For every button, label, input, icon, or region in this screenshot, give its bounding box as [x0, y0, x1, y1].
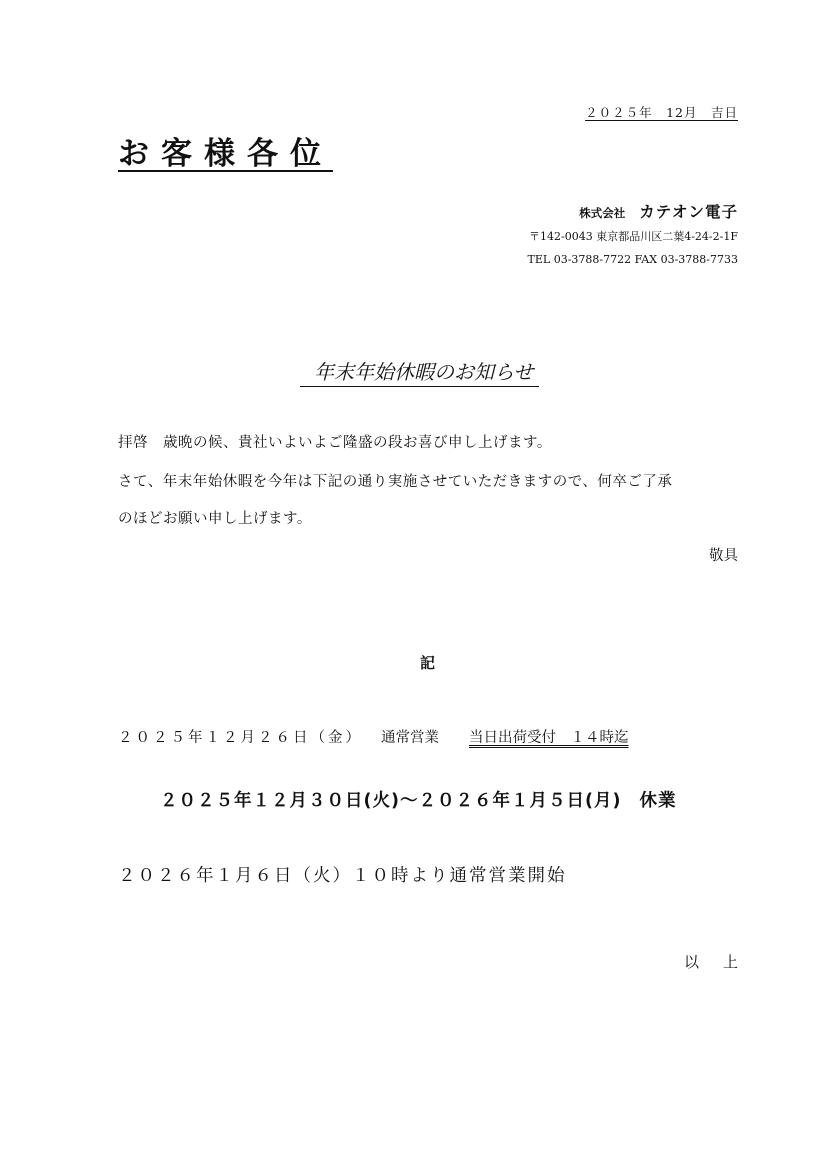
issue-date: ２０２５年 12月 吉日 — [585, 105, 738, 120]
body-line-1: 拝啓 歳晩の候、貴社いよいよご隆盛の段お喜び申し上げます。 — [118, 435, 552, 451]
body-line-2: さて、年末年始休暇を今年は下記の通り実施させていただきますので、何卒ご了承 — [118, 474, 673, 490]
sender-address: 〒142-0043 東京都品川区二葉4-24-2-1F — [529, 230, 738, 243]
notice-title: 年末年始休暇のお知らせ — [300, 358, 539, 387]
sender-telfax: TEL 03-3788-7722 FAX 03-3788-7733 — [527, 253, 738, 266]
holiday-period-row — [160, 787, 677, 812]
resume-business: ２０２６年１月６日（火）１０時より通常営業開始 — [118, 866, 567, 886]
schedule-row-1 — [118, 726, 629, 747]
end-ijo: 以上 — [683, 953, 762, 971]
schedule1-note: 当日出荷受付 １４時迄 — [469, 730, 629, 746]
company-prefix: 株式会社 — [579, 206, 626, 220]
schedule1-date: ２０２５年１２月２６日（金） — [118, 730, 363, 746]
recipient-heading: お客様各位 — [118, 136, 333, 172]
holiday-period: ２０２５年１２月３０日(火)～２０２６年１月５日(月) — [160, 791, 622, 811]
company-name: カテオン電子 — [639, 203, 738, 221]
closing-keigu: 敬具 — [709, 548, 738, 564]
holiday-label: 休業 — [639, 791, 677, 811]
body-line-3: のほどお願い申し上げます。 — [118, 511, 312, 527]
ki-heading: 記 — [420, 654, 436, 672]
sender-company — [579, 200, 738, 222]
schedule1-status: 通常営業 — [381, 730, 439, 746]
